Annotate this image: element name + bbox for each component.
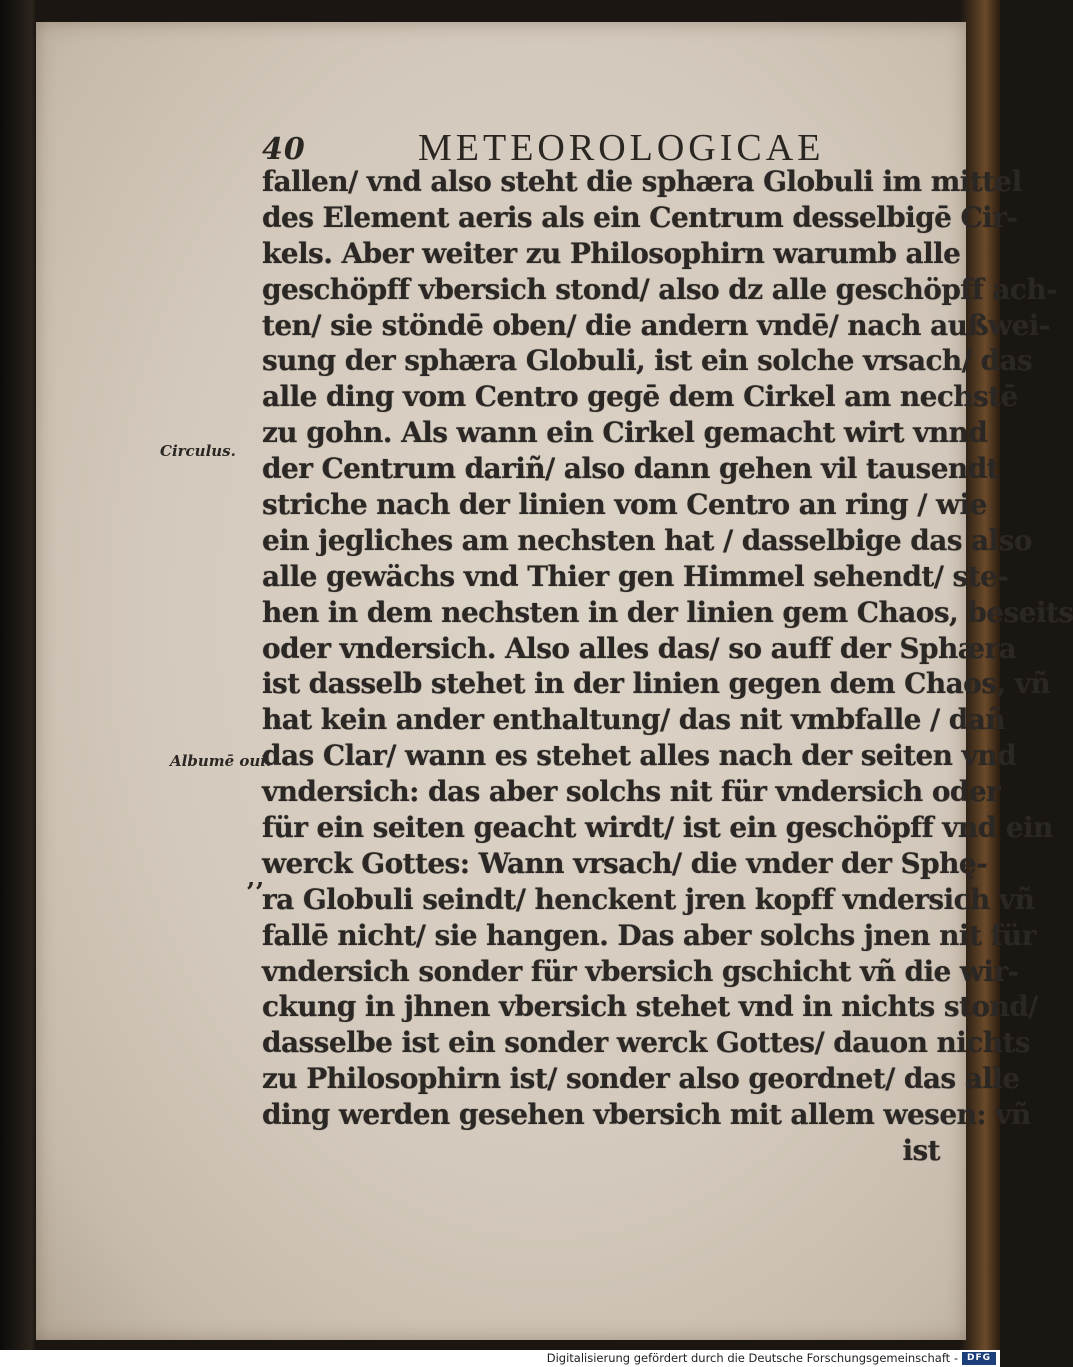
marginal-note-albumen: Albumē oui.: [170, 752, 272, 770]
text-line: ist dasselb stehet in der linien gegen dem Chaos, vñ: [262, 667, 1051, 701]
text-line: oder vndersich. Also alles das/ so auff der Sphæra: [262, 631, 1017, 665]
text-line: ra Globuli seindt/ henckent jren kopff vndersich vñ: [262, 882, 1035, 916]
dfg-logo-icon: DFG: [962, 1352, 996, 1365]
text-line: werck Gottes: Wann vrsach/ die vnder der Sphę-: [262, 846, 988, 880]
text-line: ckung in jhnen vbersich stehet vnd in nichts stond/: [262, 990, 1038, 1024]
running-title: METEOROLOGICAE: [418, 127, 825, 169]
text-line: fallen/ vnd also steht die sphæra Globuli im mittel: [262, 165, 1022, 198]
text-line: striche nach der linien vom Centro an ring / wie: [262, 488, 987, 522]
footer-credit: Digitalisierung gefördert durch die Deutsche Forschungsgemeinschaft -: [546, 1351, 958, 1365]
page-header: [262, 126, 942, 169]
text-line: ein jegliches am nechsten hat / dasselbige das also: [262, 523, 1032, 557]
text-line: hen in dem nechsten in der linien gem Chaos, beseits: [262, 595, 1073, 629]
catchword: ist: [902, 1134, 940, 1168]
text-line: kels. Aber weiter zu Philosophirn warumb alle: [262, 236, 961, 270]
text-line: fallē nicht/ sie hangen. Das aber solchs jnen nit für: [262, 918, 1036, 952]
body-text: [262, 164, 1073, 1169]
text-line: zu gohn. Als wann ein Cirkel gemacht wirt vnnd: [262, 416, 988, 450]
text-line: ding werden gesehen vbersich mit allem wesen: vñ: [262, 1098, 1031, 1132]
marginal-note-circulus: Circulus.: [160, 442, 236, 460]
text-line: alle gewächs vnd Thier gen Himmel sehendt/ ste-: [262, 559, 1009, 593]
text-line: sung der sphæra Globuli, ist ein solche vrsach/ das: [262, 344, 1033, 378]
text-line: ten/ sie stöndē oben/ die andern vndē/ nach außwei-: [262, 308, 1050, 342]
text-line: zu Philosophirn ist/ sonder also geordnet/ das alle: [262, 1062, 1020, 1096]
text-line: vndersich sonder für vbersich gschicht vñ die wir-: [262, 954, 1019, 988]
text-line: geschöpff vbersich stond/ also dz alle geschöpff ach-: [262, 272, 1058, 306]
text-line: vndersich: das aber solchs nit für vndersich oder: [262, 775, 1001, 809]
text-line: alle ding vom Centro gegē dem Cirkel am nechstē: [262, 380, 1018, 414]
text-line: dasselbe ist ein sonder werck Gottes/ dauon nichts: [262, 1026, 1031, 1060]
text-line: für ein seiten geacht wirdt/ ist ein geschöpff vnd ein: [262, 811, 1053, 845]
text-line: der Centrum dariñ/ also dann gehen vil tausendt: [262, 452, 1000, 486]
footer-bar: [0, 1350, 1000, 1367]
text-line: des Element aeris als ein Centrum desselbigē Cir-: [262, 200, 1018, 234]
text-line: das Clar/ wann es stehet alles nach der seiten vnd: [262, 739, 1016, 773]
page-number: 40: [262, 132, 306, 167]
marginal-quote-mark: ’’: [246, 878, 265, 908]
text-line: hat kein ander enthaltung/ das nit vmbfalle / dañ: [262, 703, 1006, 737]
